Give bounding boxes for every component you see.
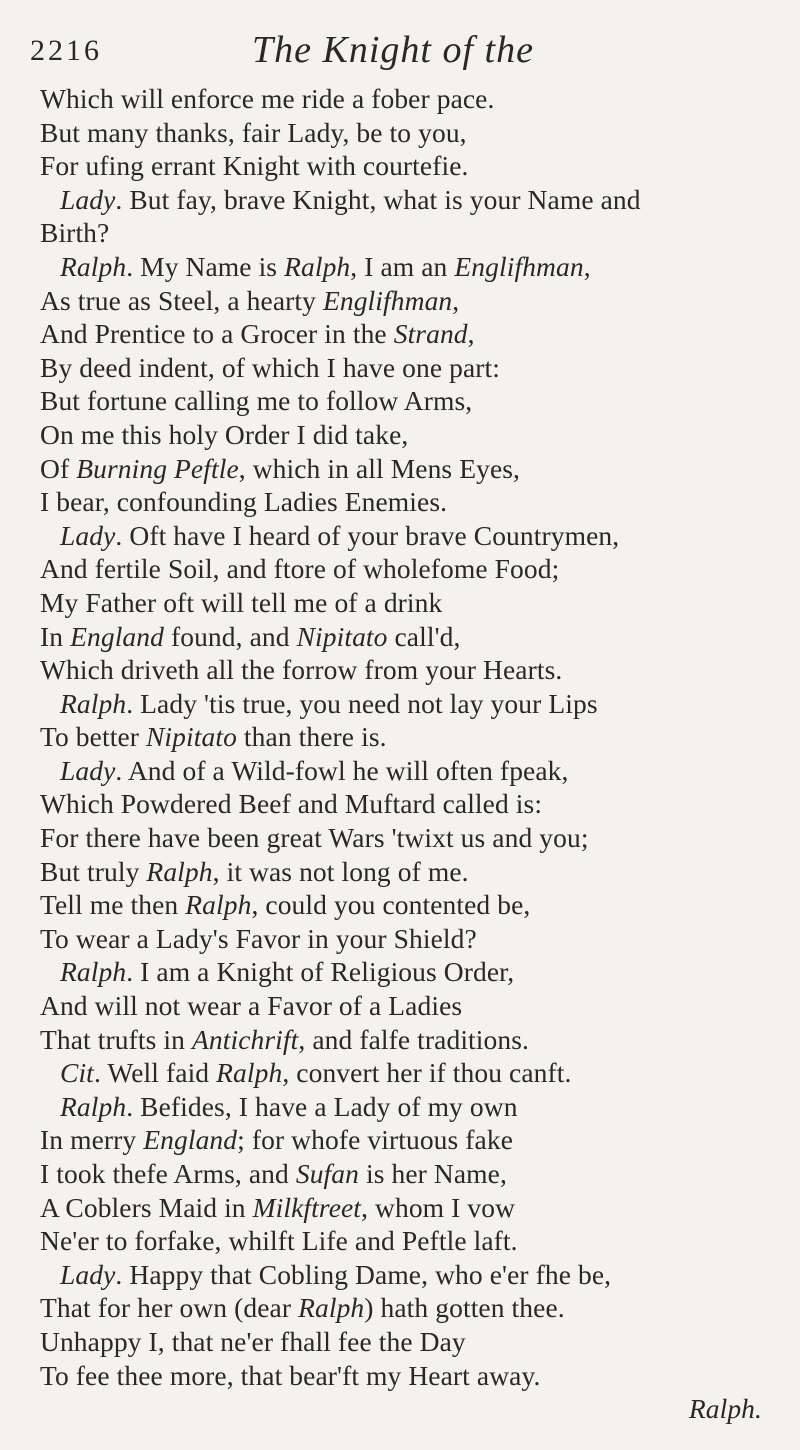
line-text: Birth? [40, 217, 110, 249]
verse-line [26, 485, 776, 519]
verse-line [26, 384, 776, 418]
line-text: Ne'er to forfake, whilft Life and Peftle laft. [40, 1225, 518, 1257]
line-text: I bear, confounding Ladies Enemies. [40, 486, 448, 518]
line-text: , [467, 318, 475, 350]
line-text: than there is. [236, 721, 387, 753]
verse-line [26, 1191, 776, 1225]
verse-line [26, 855, 776, 889]
verse-line [26, 519, 776, 553]
line-text: is her Name, [359, 1158, 507, 1189]
line-text: In merry [40, 1124, 144, 1156]
italic-text: Lady [60, 519, 116, 551]
italic-text: Ralph [60, 1090, 127, 1122]
verse-line [26, 1157, 776, 1191]
italic-text: Ralph [60, 956, 127, 988]
italic-text: Sufan [295, 1158, 359, 1189]
verse-line [26, 1023, 776, 1057]
italic-text: Ralph [60, 687, 127, 719]
line-text: ) hath gotten thee. [364, 1292, 565, 1324]
verse-line [26, 1291, 776, 1325]
italic-text: Lady [60, 1258, 116, 1290]
page-number: 2216 [30, 34, 102, 67]
line-text: . Befides, I have a Lady of my own [126, 1090, 518, 1122]
italic-text: England [143, 1124, 238, 1156]
line-text: In [40, 620, 71, 652]
italic-text: Nipitato [145, 721, 237, 753]
verse-line [26, 620, 776, 654]
verse-line [26, 754, 776, 788]
italic-text: Ralph [185, 889, 252, 921]
verse-line [26, 586, 776, 620]
italic-text: Ralph [60, 250, 127, 282]
line-text: And Prentice to a Grocer in the [40, 318, 394, 350]
verse-line [26, 116, 776, 150]
verse-line [26, 653, 776, 687]
line-text: But fortune calling me to follow Arms, [40, 385, 473, 417]
verse-text [26, 82, 776, 1392]
line-text: . Well faid [93, 1057, 217, 1089]
line-text: , [452, 284, 460, 316]
italic-text: Ralph [284, 250, 351, 282]
italic-text: Cit [60, 1057, 94, 1089]
verse-line [26, 250, 776, 284]
italic-text: Lady [60, 754, 116, 786]
italic-text: Nipitato [296, 620, 388, 652]
line-text: For ufing errant Knight with courtefie. [40, 150, 469, 182]
verse-line [26, 284, 776, 318]
verse-line [26, 687, 776, 721]
verse-line [26, 787, 776, 821]
line-text: Unhappy I, that ne'er fhall fee the Day [40, 1325, 466, 1357]
verse-line [26, 317, 776, 351]
verse-line [26, 351, 776, 385]
line-text: And fertile Soil, and ftore of wholefome Food; [40, 553, 560, 585]
line-text: To fee thee more, that bear'ft my Heart away. [40, 1359, 541, 1391]
running-title: The Knight of the [252, 29, 534, 71]
line-text: ; for whofe virtuous fake [237, 1124, 514, 1156]
italic-text: Englifhman [322, 284, 453, 316]
line-text: . But fay, brave Knight, what is your Name and [115, 183, 641, 215]
verse-line [26, 888, 776, 922]
italic-text: England [70, 620, 164, 652]
line-text: , convert her if thou canft. [282, 1057, 572, 1089]
italic-text: Englifhman [454, 250, 584, 282]
verse-line [26, 216, 776, 250]
verse-line [26, 149, 776, 183]
line-text: That for her own (dear [40, 1292, 299, 1324]
italic-text: Strand [393, 318, 468, 350]
line-text: I took thefe Arms, and [40, 1158, 296, 1189]
italic-text: Antichrift [191, 1023, 299, 1055]
catchword: Ralph. [688, 1393, 762, 1425]
page-header [26, 28, 776, 78]
line-text: , whom I vow [361, 1191, 516, 1223]
line-text: And will not wear a Favor of a Ladies [40, 990, 463, 1022]
verse-line [26, 1123, 776, 1157]
verse-line [26, 720, 776, 754]
verse-line [26, 552, 776, 586]
line-text: But truly [40, 855, 147, 887]
line-text: Tell me then [40, 889, 186, 921]
line-text: . My Name is [126, 250, 285, 282]
line-text: . Lady 'tis true, you need not lay your Lips [126, 687, 598, 719]
line-text: To wear a Lady's Favor in your Shield? [40, 922, 477, 954]
verse-line [26, 1056, 776, 1090]
verse-line [26, 955, 776, 989]
line-text: My Father oft will tell me of a drink [40, 586, 443, 618]
line-text: That trufts in [40, 1023, 192, 1055]
line-text: , it was not long of me. [212, 855, 469, 887]
line-text: . I am a Knight of Religious Order, [126, 956, 515, 988]
line-text: . Happy that Cobling Dame, who e'er fhe be, [115, 1258, 612, 1290]
italic-text: Ralph [298, 1292, 365, 1324]
line-text: Which Powdered Beef and Muftard called is: [40, 788, 543, 820]
verse-line [26, 82, 776, 116]
line-text: Of [40, 452, 77, 484]
italic-text: Milkftreet [252, 1191, 362, 1223]
verse-line [26, 1258, 776, 1292]
line-text: , I am an [350, 250, 455, 282]
verse-line [26, 1359, 776, 1393]
verse-line [26, 922, 776, 956]
line-text: As true as Steel, a hearty [40, 284, 323, 316]
line-text: On me this holy Order I did take, [40, 418, 409, 450]
verse-line [26, 1325, 776, 1359]
line-text: . Oft have I heard of your brave Countrymen, [115, 519, 620, 551]
line-text: To better [40, 721, 146, 753]
verse-line [26, 989, 776, 1023]
verse-line [26, 821, 776, 855]
italic-text: Ralph [146, 855, 213, 887]
line-text: Which will enforce me ride a fober pace. [40, 83, 495, 114]
italic-text: Lady [60, 183, 116, 215]
verse-line [26, 183, 776, 217]
line-text: A Coblers Maid in [40, 1191, 253, 1223]
verse-line [26, 452, 776, 486]
line-text: By deed indent, of which I have one part: [40, 351, 500, 383]
line-text: . And of a Wild-fowl he will often fpeak, [115, 754, 569, 786]
verse-line [26, 1090, 776, 1124]
line-text: call'd, [387, 620, 461, 652]
line-text: Which driveth all the forrow from your Hearts. [40, 654, 563, 686]
line-text: But many thanks, fair Lady, be to you, [40, 116, 467, 148]
line-text: , [583, 250, 591, 282]
line-text: , could you contented be, [251, 889, 531, 921]
line-text: , and falfe traditions. [298, 1023, 530, 1055]
verse-line [26, 1224, 776, 1258]
italic-text: Ralph [216, 1057, 283, 1089]
line-text: For there have been great Wars 'twixt us and you; [40, 822, 589, 854]
line-text: , which in all Mens Eyes, [238, 452, 521, 484]
italic-text: Burning Peftle [76, 452, 239, 484]
line-text: found, and [163, 620, 297, 652]
verse-line [26, 418, 776, 452]
